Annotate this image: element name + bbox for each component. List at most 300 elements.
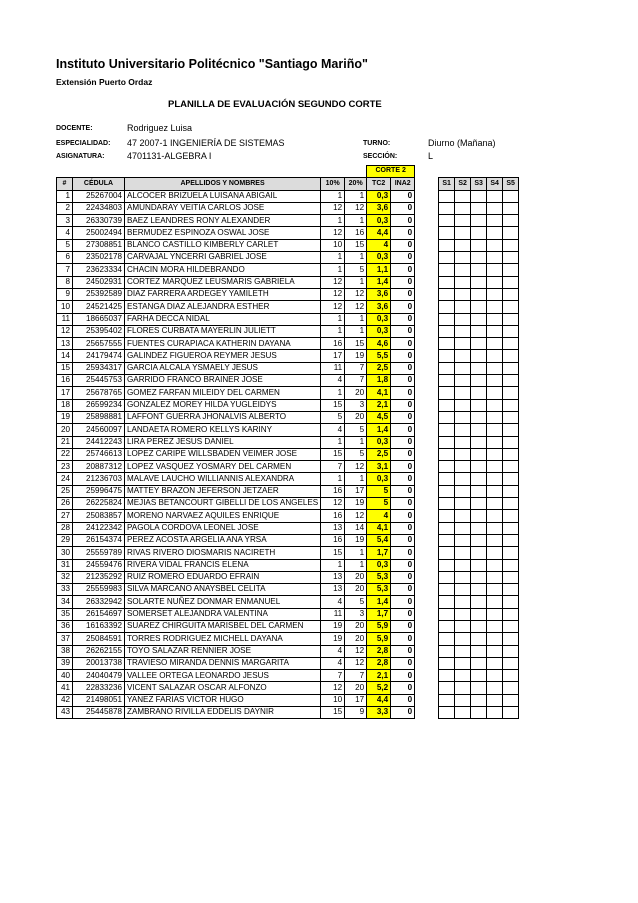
table-row bbox=[57, 313, 519, 325]
table-row bbox=[57, 190, 519, 202]
s3-cell bbox=[471, 657, 487, 669]
s5-cell bbox=[503, 362, 519, 374]
s5-cell bbox=[503, 596, 519, 608]
s2-cell bbox=[455, 227, 471, 239]
nombres-cell: TORRES RODRIGUEZ MICHELL DAYANA bbox=[125, 633, 321, 645]
nota-20-cell: 12 bbox=[345, 657, 367, 669]
s2-cell bbox=[455, 510, 471, 522]
s1-cell bbox=[439, 620, 455, 632]
ina2-cell: 0 bbox=[391, 498, 415, 510]
s1-cell bbox=[439, 584, 455, 596]
gap-cell bbox=[415, 190, 439, 202]
s2-cell bbox=[455, 399, 471, 411]
s5-cell bbox=[503, 399, 519, 411]
ina2-cell: 0 bbox=[391, 362, 415, 374]
s1-cell bbox=[439, 264, 455, 276]
nota-20-cell: 1 bbox=[345, 215, 367, 227]
nota-10-cell: 4 bbox=[321, 645, 345, 657]
nombres-cell: RIVERA VIDAL FRANCIS ELENA bbox=[125, 559, 321, 571]
tc2-cell: 2,5 bbox=[367, 362, 391, 374]
s4-cell bbox=[487, 325, 503, 337]
table-row bbox=[57, 670, 519, 682]
s2-cell bbox=[455, 301, 471, 313]
table-row bbox=[57, 498, 519, 510]
nombres-cell: MATTEY BRAZON JEFERSON JETZAER bbox=[125, 485, 321, 497]
s2-cell bbox=[455, 620, 471, 632]
table-row bbox=[57, 264, 519, 276]
cedula-cell: 24040479 bbox=[73, 670, 125, 682]
s5-cell bbox=[503, 547, 519, 559]
table-row bbox=[57, 239, 519, 251]
s2-cell bbox=[455, 584, 471, 596]
s2-cell bbox=[455, 202, 471, 214]
s4-cell bbox=[487, 473, 503, 485]
s4-cell bbox=[487, 707, 503, 719]
cedula-cell: 25083857 bbox=[73, 510, 125, 522]
s2-cell bbox=[455, 657, 471, 669]
cedula-cell: 16163392 bbox=[73, 620, 125, 632]
s3-cell bbox=[471, 276, 487, 288]
s1-cell bbox=[439, 301, 455, 313]
cedula-cell: 26154374 bbox=[73, 534, 125, 546]
gap-cell bbox=[415, 313, 439, 325]
s1-cell bbox=[439, 436, 455, 448]
nombres-cell: ALCOCER BRIZUELA LUISANA ABIGAIL bbox=[125, 190, 321, 202]
row-number-cell: 11 bbox=[57, 313, 73, 325]
row-number-cell: 6 bbox=[57, 252, 73, 264]
gap-cell bbox=[415, 338, 439, 350]
nombres-cell: ESTANGA DIAZ ALEJANDRA ESTHER bbox=[125, 301, 321, 313]
s3-cell bbox=[471, 399, 487, 411]
nombres-cell: CARVAJAL YNCERRI GABRIEL JOSE bbox=[125, 252, 321, 264]
ina2-cell: 0 bbox=[391, 313, 415, 325]
nombres-cell: FLORES CURBATA MAYERLIN JULIETT bbox=[125, 325, 321, 337]
ina2-cell: 0 bbox=[391, 473, 415, 485]
gap-cell bbox=[415, 485, 439, 497]
especialidad-value: 47 2007-1 INGENIERÍA DE SISTEMAS bbox=[127, 138, 285, 148]
s3-cell bbox=[471, 498, 487, 510]
nota-10-cell: 7 bbox=[321, 670, 345, 682]
s3-cell bbox=[471, 448, 487, 460]
nota-20-cell: 1 bbox=[345, 313, 367, 325]
ina2-cell: 0 bbox=[391, 584, 415, 596]
nota-10-cell: 16 bbox=[321, 510, 345, 522]
tc2-cell: 1,4 bbox=[367, 424, 391, 436]
row-number-cell: 31 bbox=[57, 559, 73, 571]
col-header-s4: S4 bbox=[487, 178, 503, 190]
nota-10-cell: 10 bbox=[321, 239, 345, 251]
row-number-cell: 10 bbox=[57, 301, 73, 313]
nota-20-cell: 1 bbox=[345, 325, 367, 337]
tc2-cell: 0,3 bbox=[367, 190, 391, 202]
tc2-cell: 4 bbox=[367, 239, 391, 251]
nota-20-cell: 3 bbox=[345, 399, 367, 411]
table-row bbox=[57, 301, 519, 313]
cedula-cell: 25392589 bbox=[73, 288, 125, 300]
nota-20-cell: 20 bbox=[345, 682, 367, 694]
s1-cell bbox=[439, 633, 455, 645]
col-header-ina2: INA2 bbox=[391, 178, 415, 190]
s1-cell bbox=[439, 252, 455, 264]
nota-10-cell: 12 bbox=[321, 227, 345, 239]
s4-cell bbox=[487, 301, 503, 313]
table-row bbox=[57, 571, 519, 583]
s4-cell bbox=[487, 559, 503, 571]
nota-20-cell: 1 bbox=[345, 276, 367, 288]
s5-cell bbox=[503, 202, 519, 214]
nombres-cell: BERMUDEZ ESPINOZA OSWAL JOSE bbox=[125, 227, 321, 239]
s2-cell bbox=[455, 547, 471, 559]
s4-cell bbox=[487, 534, 503, 546]
s3-cell bbox=[471, 534, 487, 546]
cedula-cell: 21498051 bbox=[73, 694, 125, 706]
nota-10-cell: 16 bbox=[321, 338, 345, 350]
s4-cell bbox=[487, 227, 503, 239]
gap-cell bbox=[415, 239, 439, 251]
gap-cell bbox=[415, 608, 439, 620]
nota-10-cell: 1 bbox=[321, 473, 345, 485]
s3-cell bbox=[471, 190, 487, 202]
ina2-cell: 0 bbox=[391, 202, 415, 214]
gap-cell bbox=[415, 252, 439, 264]
seccion-label: SECCIÓN: bbox=[363, 153, 398, 160]
s2-cell bbox=[455, 485, 471, 497]
tc2-cell: 5,9 bbox=[367, 620, 391, 632]
cedula-cell: 25746613 bbox=[73, 448, 125, 460]
nota-20-cell: 17 bbox=[345, 694, 367, 706]
s1-cell bbox=[439, 276, 455, 288]
table-row bbox=[57, 633, 519, 645]
nota-20-cell: 20 bbox=[345, 387, 367, 399]
ina2-cell: 0 bbox=[391, 276, 415, 288]
s5-cell bbox=[503, 682, 519, 694]
s4-cell bbox=[487, 252, 503, 264]
s5-cell bbox=[503, 387, 519, 399]
gap-cell bbox=[415, 227, 439, 239]
ina2-cell: 0 bbox=[391, 190, 415, 202]
table-row bbox=[57, 350, 519, 362]
s3-cell bbox=[471, 215, 487, 227]
s2-cell bbox=[455, 707, 471, 719]
s5-cell bbox=[503, 485, 519, 497]
nota-10-cell: 1 bbox=[321, 325, 345, 337]
s4-cell bbox=[487, 350, 503, 362]
ina2-cell: 0 bbox=[391, 288, 415, 300]
s1-cell bbox=[439, 202, 455, 214]
s3-cell bbox=[471, 694, 487, 706]
s1-cell bbox=[439, 571, 455, 583]
row-number-cell: 12 bbox=[57, 325, 73, 337]
nombres-cell: AMUNDARAY VEITIA CARLOS JOSE bbox=[125, 202, 321, 214]
s4-cell bbox=[487, 288, 503, 300]
ina2-cell: 0 bbox=[391, 375, 415, 387]
nombres-cell: PAGOLA CORDOVA LEONEL JOSE bbox=[125, 522, 321, 534]
gap-cell bbox=[415, 399, 439, 411]
nota-20-cell: 1 bbox=[345, 559, 367, 571]
row-number-cell: 23 bbox=[57, 461, 73, 473]
s1-cell bbox=[439, 694, 455, 706]
gap-cell bbox=[415, 461, 439, 473]
s5-cell bbox=[503, 608, 519, 620]
nota-10-cell: 1 bbox=[321, 387, 345, 399]
nota-20-cell: 1 bbox=[345, 252, 367, 264]
row-number-cell: 3 bbox=[57, 215, 73, 227]
ina2-cell: 0 bbox=[391, 215, 415, 227]
ina2-cell: 0 bbox=[391, 411, 415, 423]
table-row bbox=[57, 682, 519, 694]
s4-cell bbox=[487, 584, 503, 596]
table-row bbox=[57, 584, 519, 596]
nota-10-cell: 4 bbox=[321, 375, 345, 387]
s3-cell bbox=[471, 338, 487, 350]
nota-10-cell: 19 bbox=[321, 620, 345, 632]
ina2-cell: 0 bbox=[391, 670, 415, 682]
s2-cell bbox=[455, 215, 471, 227]
nombres-cell: MALAVE LAUCHO WILLIANNIS ALEXANDRA bbox=[125, 473, 321, 485]
nombres-cell: GARCIA ALCALA YSMAELY JESUS bbox=[125, 362, 321, 374]
gap-cell bbox=[415, 633, 439, 645]
nota-20-cell: 12 bbox=[345, 461, 367, 473]
s4-cell bbox=[487, 387, 503, 399]
col-header-s2: S2 bbox=[455, 178, 471, 190]
s4-cell bbox=[487, 448, 503, 460]
cedula-cell: 25898881 bbox=[73, 411, 125, 423]
row-number-cell: 40 bbox=[57, 670, 73, 682]
col-header-s1: S1 bbox=[439, 178, 455, 190]
nota-20-cell: 15 bbox=[345, 338, 367, 350]
s2-cell bbox=[455, 534, 471, 546]
s2-cell bbox=[455, 645, 471, 657]
nota-10-cell: 16 bbox=[321, 534, 345, 546]
ina2-cell: 0 bbox=[391, 424, 415, 436]
tc2-cell: 0,3 bbox=[367, 313, 391, 325]
s2-cell bbox=[455, 498, 471, 510]
nota-10-cell: 1 bbox=[321, 436, 345, 448]
s2-cell bbox=[455, 461, 471, 473]
ina2-cell: 0 bbox=[391, 510, 415, 522]
nota-20-cell: 5 bbox=[345, 448, 367, 460]
row-number-cell: 41 bbox=[57, 682, 73, 694]
s1-cell bbox=[439, 485, 455, 497]
s5-cell bbox=[503, 534, 519, 546]
table-row bbox=[57, 424, 519, 436]
s4-cell bbox=[487, 375, 503, 387]
s3-cell bbox=[471, 633, 487, 645]
cedula-cell: 25996475 bbox=[73, 485, 125, 497]
docente-value: Rodriguez Luisa bbox=[127, 123, 193, 133]
gap-cell bbox=[415, 264, 439, 276]
row-number-cell: 27 bbox=[57, 510, 73, 522]
nombres-cell: CHACIN MORA HILDEBRANDO bbox=[125, 264, 321, 276]
tc2-cell: 4,4 bbox=[367, 694, 391, 706]
gap-cell bbox=[415, 645, 439, 657]
s2-cell bbox=[455, 288, 471, 300]
nombres-cell: LOPEZ VASQUEZ YOSMARY DEL CARMEN bbox=[125, 461, 321, 473]
s4-cell bbox=[487, 645, 503, 657]
s2-cell bbox=[455, 559, 471, 571]
s1-cell bbox=[439, 387, 455, 399]
s5-cell bbox=[503, 633, 519, 645]
especialidad-label: ESPECIALIDAD: bbox=[56, 140, 111, 147]
gap-cell bbox=[415, 362, 439, 374]
table-row bbox=[57, 510, 519, 522]
row-number-cell: 25 bbox=[57, 485, 73, 497]
s5-cell bbox=[503, 498, 519, 510]
row-number-cell: 7 bbox=[57, 264, 73, 276]
cedula-cell: 26330739 bbox=[73, 215, 125, 227]
s5-cell bbox=[503, 559, 519, 571]
nota-10-cell: 15 bbox=[321, 448, 345, 460]
nombres-cell: VICENT SALAZAR OSCAR ALFONZO bbox=[125, 682, 321, 694]
cedula-cell: 25002494 bbox=[73, 227, 125, 239]
ina2-cell: 0 bbox=[391, 387, 415, 399]
nombres-cell: BAEZ LEANDRES RONY ALEXANDER bbox=[125, 215, 321, 227]
nota-20-cell: 5 bbox=[345, 424, 367, 436]
nombres-cell: FARHA DECCA NIDAL bbox=[125, 313, 321, 325]
gap-cell bbox=[415, 276, 439, 288]
tc2-cell: 5 bbox=[367, 485, 391, 497]
nombres-cell: LIRA PEREZ JESUS DANIEL bbox=[125, 436, 321, 448]
cedula-cell: 24521425 bbox=[73, 301, 125, 313]
s5-cell bbox=[503, 227, 519, 239]
s4-cell bbox=[487, 608, 503, 620]
s2-cell bbox=[455, 608, 471, 620]
s3-cell bbox=[471, 596, 487, 608]
nota-10-cell: 16 bbox=[321, 485, 345, 497]
tc2-cell: 4,5 bbox=[367, 411, 391, 423]
tc2-cell: 1,8 bbox=[367, 375, 391, 387]
table-row bbox=[57, 485, 519, 497]
s5-cell bbox=[503, 301, 519, 313]
nombres-cell: GARRIDO FRANCO BRAINER JOSE bbox=[125, 375, 321, 387]
gap-cell bbox=[415, 620, 439, 632]
table-row bbox=[57, 448, 519, 460]
tc2-cell: 0,3 bbox=[367, 436, 391, 448]
nota-10-cell: 1 bbox=[321, 190, 345, 202]
evaluation-table bbox=[56, 165, 519, 719]
col-header-cedula: CÉDULA bbox=[73, 178, 125, 190]
turno-label: TURNO: bbox=[363, 140, 391, 147]
row-number-cell: 1 bbox=[57, 190, 73, 202]
nota-20-cell: 1 bbox=[345, 436, 367, 448]
row-number-cell: 16 bbox=[57, 375, 73, 387]
s2-cell bbox=[455, 375, 471, 387]
s1-cell bbox=[439, 461, 455, 473]
nota-10-cell: 7 bbox=[321, 461, 345, 473]
gap-cell bbox=[415, 510, 439, 522]
s4-cell bbox=[487, 362, 503, 374]
s1-cell bbox=[439, 313, 455, 325]
s2-cell bbox=[455, 252, 471, 264]
s5-cell bbox=[503, 252, 519, 264]
s2-cell bbox=[455, 276, 471, 288]
s2-cell bbox=[455, 694, 471, 706]
cedula-cell: 18665037 bbox=[73, 313, 125, 325]
cedula-cell: 23623334 bbox=[73, 264, 125, 276]
s3-cell bbox=[471, 325, 487, 337]
cedula-cell: 24560097 bbox=[73, 424, 125, 436]
nombres-cell: ZAMBRANO RIVILLA EDDELIS DAYNIR bbox=[125, 707, 321, 719]
nota-10-cell: 4 bbox=[321, 657, 345, 669]
s3-cell bbox=[471, 436, 487, 448]
col-gap bbox=[415, 178, 439, 190]
s1-cell bbox=[439, 608, 455, 620]
cedula-cell: 20013738 bbox=[73, 657, 125, 669]
s5-cell bbox=[503, 264, 519, 276]
nota-20-cell: 17 bbox=[345, 485, 367, 497]
ina2-cell: 0 bbox=[391, 436, 415, 448]
nombres-cell: TOYO SALAZAR RENNIER JOSE bbox=[125, 645, 321, 657]
row-number-cell: 17 bbox=[57, 387, 73, 399]
tc2-cell: 2,5 bbox=[367, 448, 391, 460]
cedula-cell: 24122342 bbox=[73, 522, 125, 534]
tc2-cell: 4,1 bbox=[367, 522, 391, 534]
table-row bbox=[57, 534, 519, 546]
s4-cell bbox=[487, 571, 503, 583]
seccion-value: L bbox=[428, 151, 434, 161]
gap-cell bbox=[415, 547, 439, 559]
nota-20-cell: 14 bbox=[345, 522, 367, 534]
cedula-cell: 26262155 bbox=[73, 645, 125, 657]
s3-cell bbox=[471, 461, 487, 473]
nota-20-cell: 20 bbox=[345, 633, 367, 645]
s2-cell bbox=[455, 313, 471, 325]
s4-cell bbox=[487, 633, 503, 645]
row-number-cell: 24 bbox=[57, 473, 73, 485]
table-row bbox=[57, 227, 519, 239]
ina2-cell: 0 bbox=[391, 633, 415, 645]
turno-value: Diurno (Mañana) bbox=[428, 138, 496, 148]
s5-cell bbox=[503, 522, 519, 534]
nombres-cell: MEJIAS BETANCOURT GIBELLI DE LOS ANGELES bbox=[125, 498, 321, 510]
s3-cell bbox=[471, 362, 487, 374]
cedula-cell: 25657555 bbox=[73, 338, 125, 350]
table-row bbox=[57, 436, 519, 448]
nombres-cell: SILVA MARCANO ANAYSBEL CELITA bbox=[125, 584, 321, 596]
tc2-cell: 3,6 bbox=[367, 288, 391, 300]
nombres-cell: PEREZ ACOSTA ARGELIA ANA YRSA bbox=[125, 534, 321, 546]
tc2-cell: 5,9 bbox=[367, 633, 391, 645]
row-number-cell: 13 bbox=[57, 338, 73, 350]
cedula-cell: 26225824 bbox=[73, 498, 125, 510]
s1-cell bbox=[439, 411, 455, 423]
cedula-cell: 20887312 bbox=[73, 461, 125, 473]
nota-20-cell: 7 bbox=[345, 362, 367, 374]
ina2-cell: 0 bbox=[391, 596, 415, 608]
s3-cell bbox=[471, 264, 487, 276]
nota-20-cell: 7 bbox=[345, 670, 367, 682]
column-header-row bbox=[57, 178, 519, 190]
nota-10-cell: 13 bbox=[321, 584, 345, 596]
s1-cell bbox=[439, 473, 455, 485]
planilla-title: PLANILLA DE EVALUACIÓN SEGUNDO CORTE bbox=[168, 99, 382, 110]
s1-cell bbox=[439, 190, 455, 202]
gap-cell bbox=[415, 571, 439, 583]
nota-10-cell: 1 bbox=[321, 264, 345, 276]
nota-20-cell: 20 bbox=[345, 620, 367, 632]
cedula-cell: 25084591 bbox=[73, 633, 125, 645]
s3-cell bbox=[471, 313, 487, 325]
nota-10-cell: 12 bbox=[321, 288, 345, 300]
s2-cell bbox=[455, 448, 471, 460]
nota-10-cell: 12 bbox=[321, 276, 345, 288]
s5-cell bbox=[503, 215, 519, 227]
row-number-cell: 19 bbox=[57, 411, 73, 423]
row-number-cell: 15 bbox=[57, 362, 73, 374]
ina2-cell: 0 bbox=[391, 645, 415, 657]
s5-cell bbox=[503, 276, 519, 288]
ina2-cell: 0 bbox=[391, 399, 415, 411]
